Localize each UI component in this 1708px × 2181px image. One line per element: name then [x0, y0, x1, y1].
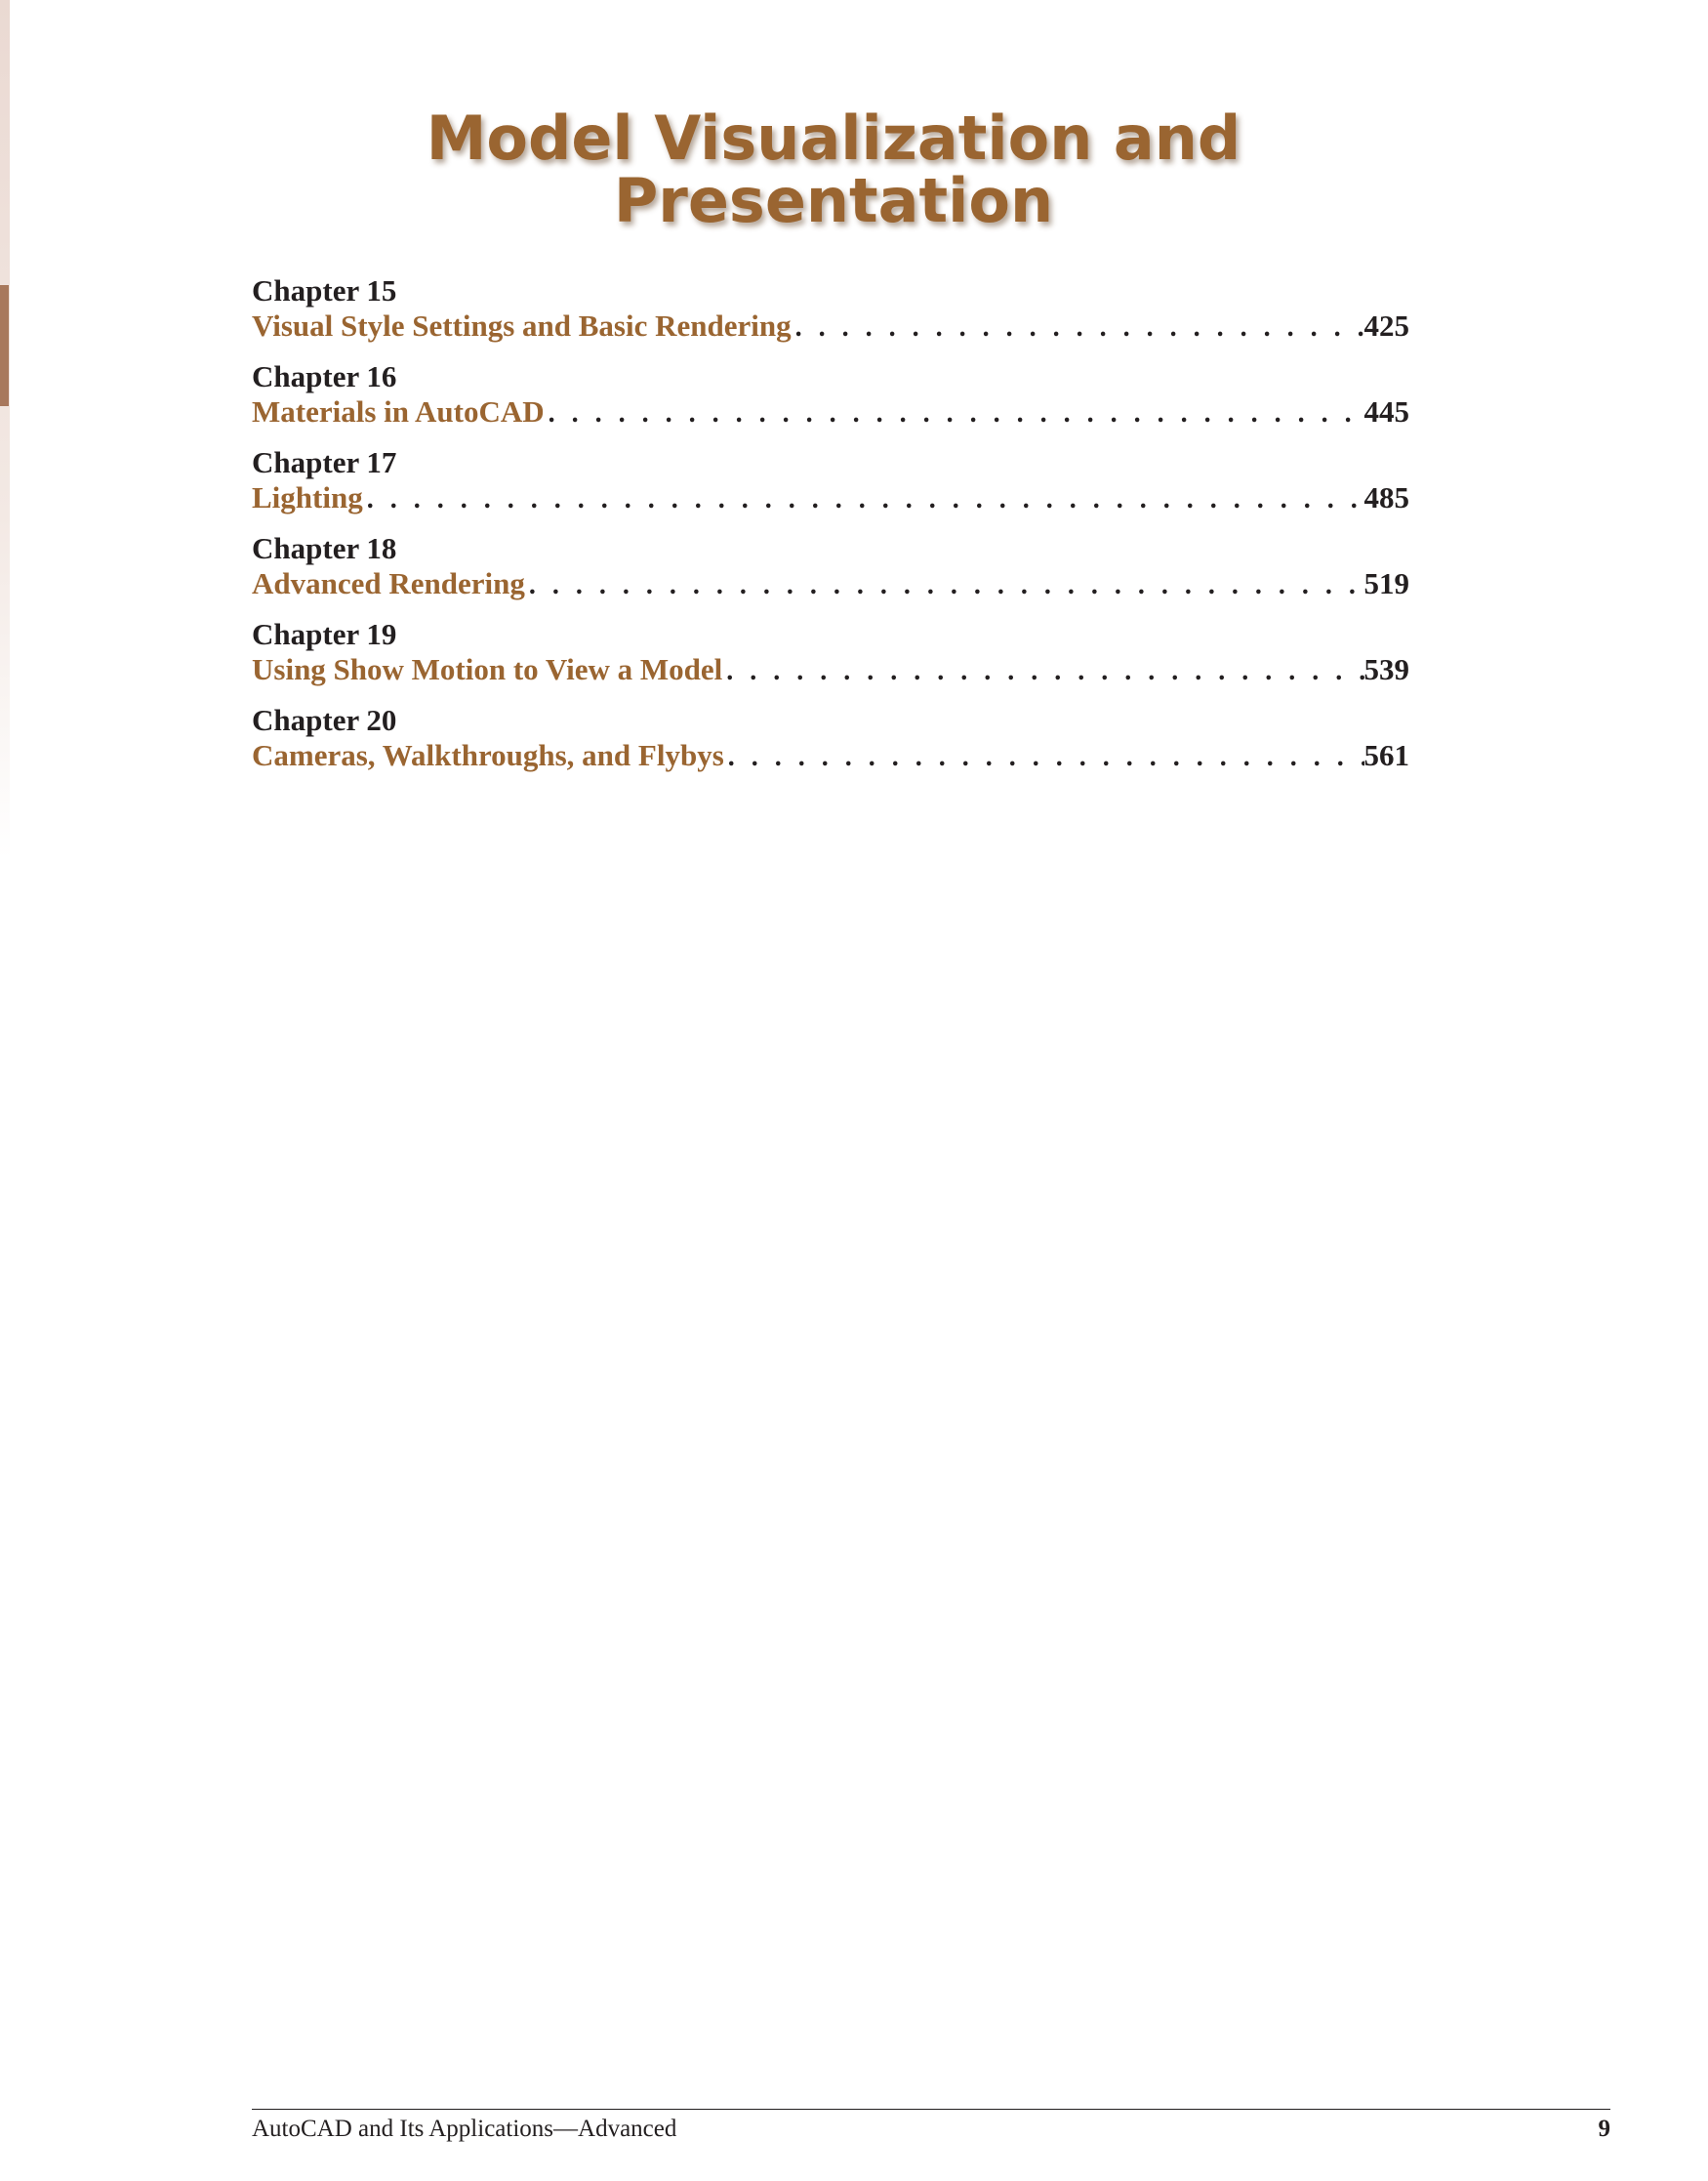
dot-leader — [724, 740, 1364, 775]
page-number[interactable]: 485 — [1363, 480, 1409, 514]
chapter-link[interactable] — [252, 652, 1409, 689]
chapter-title[interactable]: Visual Style Settings and Basic Rendering — [252, 309, 792, 343]
toc-entry — [252, 273, 1409, 346]
page-number[interactable]: 445 — [1363, 394, 1409, 429]
footer-page-number: 9 — [1598, 2116, 1610, 2142]
dot-leader — [545, 396, 1364, 432]
page-number[interactable]: 539 — [1363, 652, 1409, 686]
dot-leader — [722, 654, 1363, 689]
toc-entry — [252, 359, 1409, 432]
section-title — [0, 103, 1667, 236]
chapter-label: Chapter 18 — [252, 531, 397, 565]
section-thumb-tab — [0, 285, 9, 406]
chapter-link[interactable] — [252, 566, 1409, 603]
chapter-title[interactable]: Using Show Motion to View a Model — [252, 652, 723, 686]
chapter-link[interactable] — [252, 480, 1409, 517]
dot-leader — [525, 568, 1364, 603]
page-number[interactable]: 425 — [1363, 309, 1409, 343]
toc-entry — [252, 445, 1409, 517]
page-number[interactable]: 561 — [1363, 738, 1409, 772]
footer-rule — [252, 2109, 1610, 2110]
chapter-label: Chapter 17 — [252, 445, 397, 479]
chapter-title[interactable]: Cameras, Walkthroughs, and Flybys — [252, 738, 724, 772]
chapter-title[interactable]: Advanced Rendering — [252, 566, 525, 600]
section-title-line-2: Presentation — [613, 165, 1054, 236]
table-of-contents — [252, 273, 1409, 789]
toc-entry — [252, 531, 1409, 603]
chapter-title[interactable]: Materials in AutoCAD — [252, 394, 545, 429]
section-title-line-1: Model Visualization and — [426, 103, 1241, 174]
chapter-label: Chapter 16 — [252, 359, 397, 393]
dot-leader — [792, 310, 1364, 346]
chapter-link[interactable] — [252, 394, 1409, 432]
chapter-label: Chapter 15 — [252, 273, 397, 308]
chapter-title[interactable]: Lighting — [252, 480, 363, 514]
footer-book-title: AutoCAD and Its Applications—Advanced — [252, 2116, 677, 2142]
chapter-label: Chapter 19 — [252, 617, 397, 651]
chapter-link[interactable] — [252, 738, 1409, 775]
toc-entry — [252, 703, 1409, 775]
toc-entry — [252, 617, 1409, 689]
page-number[interactable]: 519 — [1363, 566, 1409, 600]
chapter-link[interactable] — [252, 309, 1409, 346]
chapter-label: Chapter 20 — [252, 703, 397, 737]
dot-leader — [363, 482, 1364, 517]
